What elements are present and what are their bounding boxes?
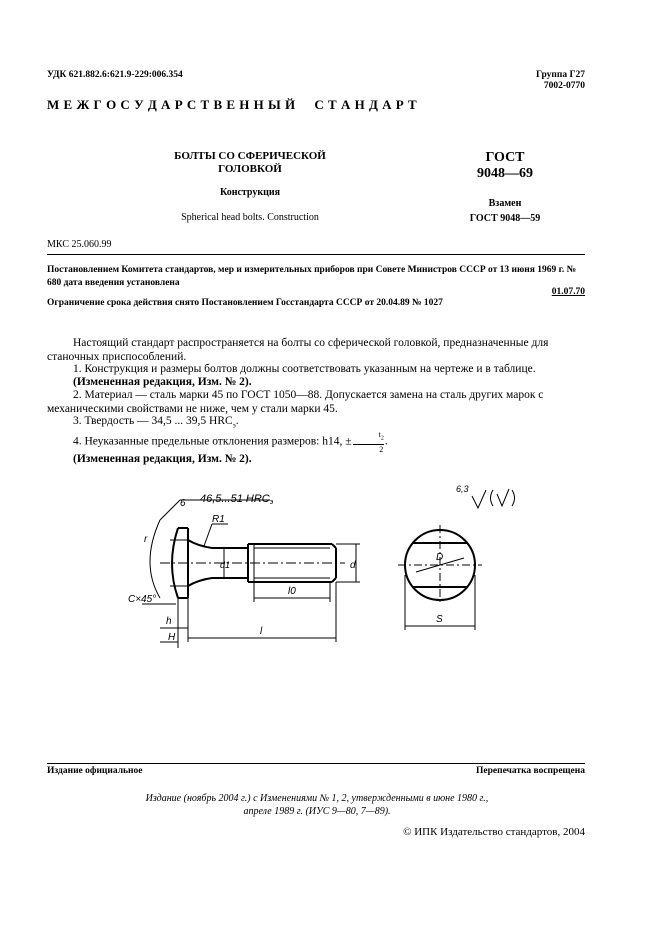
mks-code: МКС 25.060.99 [47, 239, 112, 250]
copyright: © ИПК Издательство стандартов, 2004 [403, 826, 585, 838]
reprint-prohibited: Перепечатка воспрещена [475, 766, 585, 776]
paragraph-4 [47, 430, 587, 454]
l-label: l [260, 626, 263, 637]
resolution-text: Постановлением Комитета стандартов, мер и измерительных приборов при Совете Министров СССР от 13 июня 1969 г. № 680 дата введения установлена [47, 265, 577, 288]
edition-line-2: апреле 1989 г. (ИУС 9—80, 7—89). [243, 806, 391, 817]
divider-top [47, 254, 585, 255]
roughness-mark [472, 490, 486, 508]
H-label: H [168, 632, 176, 643]
fillet-bottom [188, 578, 212, 586]
paragraph-2: 2. Материал — сталь марки 45 по ГОСТ 1050—88. Допускается замена на сталь других марок с механическими свойствами не ниже, чем у стали марки 45. [47, 389, 544, 415]
bolt-side-view [160, 528, 345, 598]
hardness-sub: э [232, 421, 236, 430]
tolerance-fraction [353, 430, 384, 454]
r1-label: R1 [212, 514, 225, 525]
r-label: r [144, 534, 148, 545]
roughness-value: 6,3 [456, 484, 469, 494]
edition-line-1: Издание (ноябрь 2004 г.) с Изменениями № 1, 2, утвержденными в июне 1980 г., [145, 793, 489, 804]
hardness-text: 3. Твердость — 34,5 ... 39,5 HRC [73, 415, 233, 427]
bolt-drawing [120, 480, 590, 670]
edition-note [47, 792, 587, 818]
document-title [150, 150, 350, 176]
h-label: h [166, 616, 172, 627]
divider-footer [47, 763, 585, 764]
official-edition: Издание официальное [47, 766, 143, 776]
l0-label: l0 [288, 586, 296, 597]
D-label: D [436, 552, 444, 563]
replaces-label: Взамен [488, 198, 522, 209]
fraction-numerator: $t_2$ [353, 430, 384, 445]
bolt-end-view [398, 489, 515, 630]
limitation-text: Ограничение срока действия снято Постановлением Госстандарта СССР от 20.04.89 № 1027 [47, 298, 443, 308]
dimensions [142, 500, 360, 648]
standard-banner: М Е Ж Г О С У Д А Р С Т В Е Н Н Ы Й С Т А Н Д А Р Т [47, 97, 418, 112]
replaces-value: ГОСТ 9048—59 [469, 213, 541, 224]
gost-number: 9048—69 [477, 166, 533, 181]
effective-date: 01.07.70 [551, 287, 585, 297]
head-roughness: 6 [180, 498, 186, 509]
title-line-2: ГОЛОВКОЙ [218, 163, 282, 175]
hardness-label: 46,5...51 HRCэ [200, 493, 274, 506]
fraction-denominator: 2 [379, 444, 384, 454]
tolerance-text: 4. Неуказанные предельные отклонения размеров: h14, ± [73, 435, 352, 448]
title-line-1: БОЛТЫ СО СФЕРИЧЕСКОЙ [174, 150, 326, 162]
paragraph-scope: Настоящий стандарт распространяется на болты со сферической головкой, предназначенные для станочных приспособлений. [47, 337, 549, 363]
d-label: d [350, 560, 356, 571]
tolerance-suffix: . [384, 435, 388, 448]
document-subtitle: Конструкция [219, 187, 281, 198]
chamfer-label: C×45° [128, 594, 157, 605]
group-label: Группа Г27 [536, 70, 585, 80]
paragraph-4-note: (Измененная редакция, Изм. № 2). [73, 453, 252, 465]
paragraph-1-note: (Измененная редакция, Изм. № 2). [73, 376, 252, 388]
udk-code: УДК 621.882.6:621.9-229:006.354 [47, 70, 183, 80]
gost-label: ГОСТ [485, 150, 525, 165]
classification-code: 7002-0770 [543, 81, 585, 91]
fillet-top [188, 540, 212, 548]
paragraph-1: 1. Конструкция и размеры болтов должны соответствовать указанным на чертеже и в таблице. [73, 363, 536, 375]
r-dimension [150, 520, 160, 598]
d1-label: d1 [220, 560, 231, 570]
hardness-suffix: . [235, 415, 239, 427]
S-label: S [436, 614, 443, 625]
english-title: Spherical head bolts. Construction [181, 212, 319, 223]
gost-identifier [455, 150, 555, 182]
replaces-block [455, 196, 555, 226]
